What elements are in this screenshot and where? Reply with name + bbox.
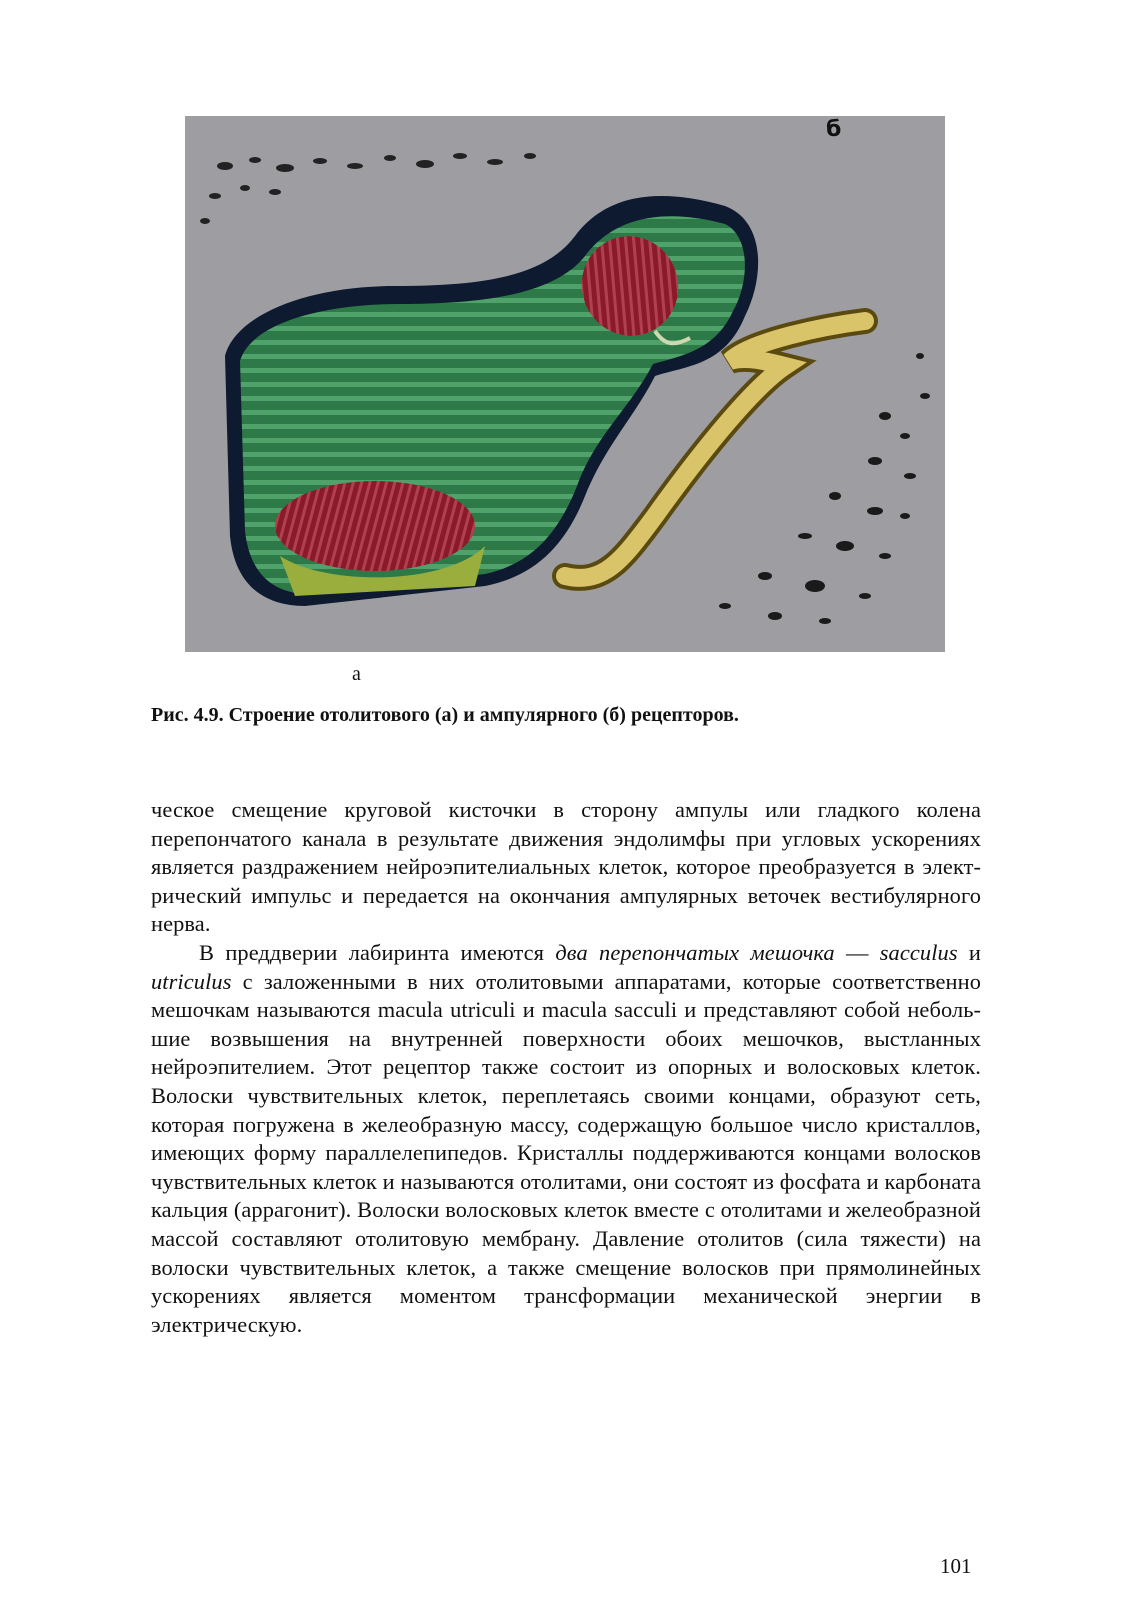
paragraph-1: ческое смещение круговой кисточки в сторону ампулы или гладкого колена перепончатого канала в результате движения эндолимфы при угловых ускорениях является раздражением нейроэпителиальных клеток, которое преобразуется в электрический импульс и передается на окончания ампулярных веточек вестибулярного нерва. [151,797,981,937]
dash: — [834,939,880,965]
receptor-illustration [185,116,945,652]
paragraph-2-lead: В преддверии лабиринта имеются [199,939,556,965]
body-text [151,796,981,1339]
figure-label-a: а [352,663,361,685]
otolith-ampullar-drawing [185,116,945,652]
term-sacculus: sacculus [879,939,958,965]
paragraph-2-rest: с заложенными в них отолитовыми аппаратами, которые соответственно мешочкам называются macula utriculi и macula sacculi и представляют собой небольшие возвышения на внутренней поверхности обоих мешочков, выстланных нейроэпителием. Этот рецептор также состоит из опорных и волосковых клеток. Волоски чувствительных клеток, переплетаясь своими концами, образуют сеть, которая погружена в желеобразную массу, содержащую большое число кристаллов, имеющих форму параллелепипедов. Кристаллы поддерживаются концами волосков чувствительных клеток и называются отолитами, они состоят из фосфата и карбоната кальция (аррагонит). Волоски волосковых клеток вместе с отолитами и желеобразной массой составляют отолитовую мембрану. Давление отолитов (сила тяжести) на волоски чувствительных клеток, а также смещение волосков при прямолинейных ускорениях является моментом трансформации механической энергии в электрическую. [151,968,981,1337]
page-number: 101 [940,1554,972,1578]
figure-caption: Рис. 4.9. Строение отолитового (а) и ампулярного (б) рецепторов. [151,704,739,726]
term-utriculus: utriculus [151,968,232,994]
paragraph-2 [151,939,981,1339]
emphasis-sacs: два перепончатых мешочка [555,939,835,965]
conjunction: и [957,939,982,965]
figure-label-b: б [826,117,842,142]
